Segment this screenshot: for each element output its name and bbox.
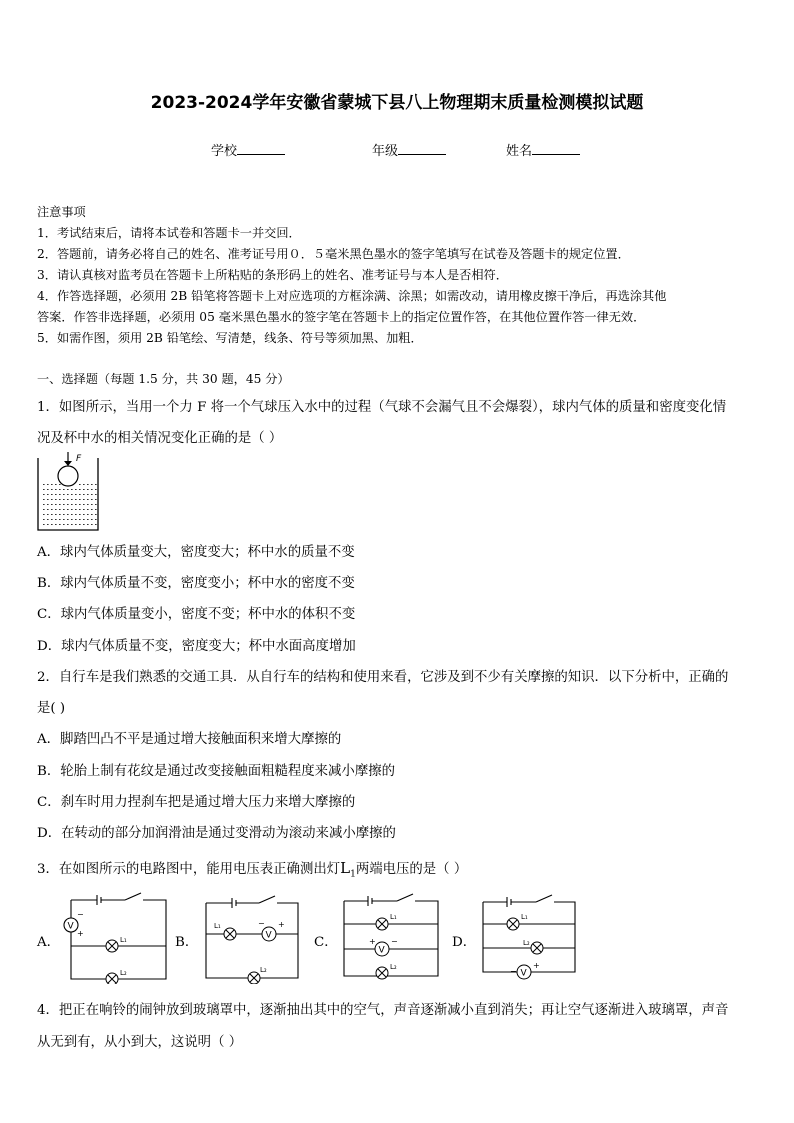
water-dash bbox=[95, 489, 97, 490]
water-dash bbox=[47, 524, 49, 525]
water-dash bbox=[95, 504, 97, 505]
q2-option-b: B．轮胎上制有花纹是通过改变接触面粗糙程度来减小摩擦的 bbox=[37, 764, 395, 779]
water-dash bbox=[51, 489, 53, 490]
water-dash bbox=[83, 524, 85, 525]
circuit-a bbox=[63, 890, 173, 984]
arrow-head bbox=[64, 461, 72, 466]
water-dash bbox=[67, 504, 69, 505]
water-dash bbox=[95, 509, 97, 510]
q3-label-c: C． bbox=[314, 935, 338, 950]
lamp-label: L₂ bbox=[390, 963, 397, 971]
water-dash bbox=[47, 514, 49, 515]
water-dash bbox=[91, 504, 93, 505]
q3-label-d: D． bbox=[452, 935, 477, 950]
lamp-l1 bbox=[106, 936, 127, 952]
water-dash bbox=[63, 509, 65, 510]
water-dash bbox=[71, 489, 73, 490]
water-dash bbox=[43, 489, 45, 490]
q1-stem-line1: 1．如图所示，当用一个力 F 将一个气球压入水中的过程（气球不会漏气且不会爆裂），球内气体的质量和密度变化情 bbox=[37, 400, 727, 415]
lamp-l2 bbox=[523, 939, 543, 954]
lamp-label: L₁ bbox=[521, 913, 528, 921]
water-dash bbox=[51, 499, 53, 500]
water-dash bbox=[59, 509, 61, 510]
water-dash bbox=[71, 524, 73, 525]
water-dash bbox=[91, 524, 93, 525]
water-dash bbox=[79, 514, 81, 515]
school-blank bbox=[237, 143, 285, 155]
circuit-b bbox=[202, 890, 302, 984]
water-dash bbox=[79, 499, 81, 500]
grade-field bbox=[372, 140, 446, 159]
q3-stem-b: 两端电压的是（ ） bbox=[355, 862, 468, 877]
water-dash bbox=[83, 484, 85, 485]
circuit-c bbox=[340, 888, 440, 982]
lamp-l1 bbox=[214, 922, 236, 940]
water-dash bbox=[91, 499, 93, 500]
notice-item: 1．考试结束后，请将本试卷和答题卡一并交回． bbox=[37, 226, 301, 240]
q1-option-a: A．球内气体质量变大，密度变大；杯中水的质量不变 bbox=[37, 545, 355, 560]
notice-item: 5．如需作图，须用 2B 铅笔绘、写清楚，线条、符号等须加黑、加粗． bbox=[37, 331, 423, 345]
water-dash bbox=[75, 519, 77, 520]
water-dash bbox=[83, 519, 85, 520]
water-dash bbox=[75, 499, 77, 500]
voltmeter bbox=[369, 937, 398, 956]
water-dash bbox=[91, 484, 93, 485]
water-dash bbox=[59, 519, 61, 520]
water-dash bbox=[59, 499, 61, 500]
water-dash bbox=[63, 504, 65, 505]
water-dash bbox=[55, 514, 57, 515]
section-heading: 一、选择题（每题 1.5 分，共 30 题，45 分） bbox=[37, 372, 290, 386]
water-dash bbox=[87, 494, 89, 495]
water-dash bbox=[71, 494, 73, 495]
water-dash bbox=[87, 514, 89, 515]
lamp-label: L₁ bbox=[120, 936, 127, 944]
water-dash bbox=[55, 504, 57, 505]
name-label: 姓名 bbox=[506, 144, 533, 159]
notice-item: 3．请认真核对监考员在答题卡上所粘贴的条形码上的姓名、准考证号与本人是否相符． bbox=[37, 268, 508, 282]
notice-item: 答案．作答非选择题，必须用 05 毫米黑色墨水的签字笔在答题卡上的指定位置作答，在其他位置作答一律无效． bbox=[37, 310, 646, 324]
water-dash bbox=[59, 514, 61, 515]
water-dash bbox=[91, 509, 93, 510]
water-dash bbox=[75, 504, 77, 505]
water-dash bbox=[55, 494, 57, 495]
water-dash bbox=[91, 494, 93, 495]
q1-option-c: C．球内气体质量变小，密度不变；杯中水的体积不变 bbox=[37, 607, 356, 622]
water-dash bbox=[75, 514, 77, 515]
water-dash bbox=[51, 514, 53, 515]
water-dash bbox=[59, 524, 61, 525]
water-dash bbox=[47, 504, 49, 505]
circuit-d bbox=[479, 890, 579, 984]
water-dash bbox=[51, 524, 53, 525]
water-dash bbox=[55, 519, 57, 520]
meter-letter: V bbox=[265, 930, 272, 941]
water-dash bbox=[67, 489, 69, 490]
water-dash bbox=[79, 524, 81, 525]
water-dash bbox=[47, 484, 49, 485]
water-dash bbox=[47, 494, 49, 495]
q3-label-a: A． bbox=[37, 935, 61, 950]
lamp-l2 bbox=[106, 969, 127, 984]
lamp-label: L₂ bbox=[120, 969, 127, 977]
water-dash bbox=[75, 489, 77, 490]
voltmeter bbox=[64, 910, 84, 938]
water-dash bbox=[79, 494, 81, 495]
q3-stem bbox=[37, 858, 467, 880]
water-dash bbox=[83, 509, 85, 510]
water-dash bbox=[87, 519, 89, 520]
water-dash bbox=[55, 484, 57, 485]
notice-item: 4．作答选择题，必须用 2B 铅笔将答题卡上对应选项的方框涂满、涂黑；如需改动，请用橡皮擦干净后，再选涂其他 bbox=[37, 289, 667, 303]
water-dash bbox=[71, 509, 73, 510]
water-dash bbox=[83, 499, 85, 500]
water-dash bbox=[67, 509, 69, 510]
q2-option-c: C．刹车时用力捏刹车把是通过增大压力来增大摩擦的 bbox=[37, 795, 356, 810]
q2-stem-line2: 是( ) bbox=[37, 701, 66, 716]
water-dash bbox=[43, 494, 45, 495]
plus-sign: + bbox=[278, 920, 285, 929]
water-dash bbox=[63, 499, 65, 500]
water-dash bbox=[95, 499, 97, 500]
water-dash bbox=[75, 524, 77, 525]
plus-sign: + bbox=[533, 961, 540, 970]
grade-blank bbox=[398, 143, 446, 155]
lamp-l1 bbox=[507, 913, 528, 930]
voltmeter bbox=[510, 961, 540, 979]
lamp-label: L₂ bbox=[523, 939, 530, 947]
water-dash bbox=[95, 494, 97, 495]
water-dash bbox=[83, 494, 85, 495]
water-pattern bbox=[43, 484, 97, 525]
water-dash bbox=[47, 509, 49, 510]
water-dash bbox=[91, 519, 93, 520]
water-dash bbox=[79, 519, 81, 520]
water-dash bbox=[71, 519, 73, 520]
q1-option-d: D．球内气体质量不变，密度变大；杯中水面高度增加 bbox=[37, 639, 356, 654]
water-dash bbox=[95, 484, 97, 485]
voltmeter bbox=[258, 919, 285, 941]
water-dash bbox=[67, 494, 69, 495]
notice-item: 2．答题前，请务必将自己的姓名、准考证号用０．５毫米黑色墨水的签字笔填写在试卷及答题卡的规定位置． bbox=[37, 247, 630, 261]
water-dash bbox=[51, 504, 53, 505]
water-dash bbox=[79, 504, 81, 505]
school-field bbox=[211, 140, 285, 159]
water-dash bbox=[59, 489, 61, 490]
notice-heading: 注意事项 bbox=[37, 205, 86, 219]
lamp-label: L₂ bbox=[260, 966, 267, 974]
water-dash bbox=[63, 524, 65, 525]
water-dash bbox=[59, 484, 61, 485]
water-dash bbox=[63, 489, 65, 490]
lamp-l2 bbox=[376, 963, 397, 979]
water-dash bbox=[87, 489, 89, 490]
water-dash bbox=[67, 514, 69, 515]
water-dash bbox=[67, 499, 69, 500]
water-dash bbox=[51, 509, 53, 510]
water-dash bbox=[91, 514, 93, 515]
water-dash bbox=[43, 499, 45, 500]
lamp-symbol: L bbox=[340, 859, 351, 877]
water-dash bbox=[55, 524, 57, 525]
water-dash bbox=[47, 499, 49, 500]
water-dash bbox=[71, 514, 73, 515]
meter-letter: V bbox=[378, 945, 385, 956]
water-dash bbox=[83, 514, 85, 515]
water-dash bbox=[87, 524, 89, 525]
minus-sign: − bbox=[510, 967, 517, 976]
water-dash bbox=[79, 489, 81, 490]
water-dash bbox=[55, 489, 57, 490]
water-dash bbox=[75, 509, 77, 510]
water-dash bbox=[43, 524, 45, 525]
water-dash bbox=[83, 504, 85, 505]
lamp-l1 bbox=[376, 913, 397, 930]
lamp-label: L₁ bbox=[390, 913, 397, 921]
meter-letter: V bbox=[67, 921, 74, 932]
name-blank bbox=[532, 143, 580, 155]
water-dash bbox=[47, 489, 49, 490]
water-dash bbox=[51, 484, 53, 485]
water-dash bbox=[43, 504, 45, 505]
water-dash bbox=[87, 484, 89, 485]
balloon bbox=[58, 466, 78, 486]
water-dash bbox=[71, 504, 73, 505]
q2-option-d: D．在转动的部分加润滑油是通过变滑动为滚动来减小摩擦的 bbox=[37, 826, 396, 841]
water-dash bbox=[67, 519, 69, 520]
plus-sign: + bbox=[77, 929, 84, 938]
water-dash bbox=[63, 494, 65, 495]
water-dash bbox=[87, 509, 89, 510]
water-dash bbox=[43, 509, 45, 510]
water-dash bbox=[63, 519, 65, 520]
water-dash bbox=[79, 509, 81, 510]
minus-sign: − bbox=[77, 910, 84, 919]
q1-option-b: B．球内气体质量不变，密度变小；杯中水的密度不变 bbox=[37, 576, 355, 591]
q4-stem-line2: 从无到有，从小到大，这说明（ ） bbox=[37, 1035, 243, 1050]
water-dash bbox=[59, 504, 61, 505]
water-dash bbox=[95, 519, 97, 520]
lamp-label: L₁ bbox=[214, 922, 221, 930]
meter-letter: V bbox=[520, 968, 527, 979]
water-dash bbox=[75, 494, 77, 495]
water-dash bbox=[67, 524, 69, 525]
water-dash bbox=[79, 484, 81, 485]
force-label: F bbox=[76, 454, 82, 464]
q3-label-b: B． bbox=[175, 935, 199, 950]
lamp-subscript: 1 bbox=[350, 869, 356, 880]
water-dash bbox=[87, 499, 89, 500]
name-field bbox=[506, 140, 580, 159]
water-dash bbox=[47, 519, 49, 520]
water-dash bbox=[55, 509, 57, 510]
q4-stem-line1: 4．把正在响铃的闹钟放到玻璃罩中，逐渐抽出其中的空气，声音逐渐减小直到消失；再让空气逐渐进入玻璃罩，声音 bbox=[37, 1003, 729, 1018]
q2-stem-line1: 2．自行车是我们熟悉的交通工具．从自行车的结构和使用来看，它涉及到不少有关摩擦的知识．以下分析中，正确的 bbox=[37, 670, 729, 685]
school-label: 学校 bbox=[211, 144, 238, 159]
water-dash bbox=[95, 514, 97, 515]
water-dash bbox=[43, 514, 45, 515]
water-dash bbox=[87, 504, 89, 505]
lamp-l2 bbox=[248, 966, 267, 984]
q1-stem-line2: 况及杯中水的相关情况变化正确的是（ ） bbox=[37, 431, 283, 446]
minus-sign: − bbox=[391, 937, 398, 946]
minus-sign: − bbox=[258, 919, 265, 928]
water-dash bbox=[91, 489, 93, 490]
water-dash bbox=[83, 489, 85, 490]
water-dash bbox=[63, 514, 65, 515]
water-dash bbox=[95, 524, 97, 525]
water-dash bbox=[51, 519, 53, 520]
water-dash bbox=[43, 519, 45, 520]
water-dash bbox=[55, 499, 57, 500]
q3-stem-a: 3．在如图所示的电路图中，能用电压表正确测出灯 bbox=[37, 862, 341, 877]
plus-sign: + bbox=[369, 937, 376, 946]
q2-option-a: A．脚踏凹凸不平是通过增大接触面积来增大摩擦的 bbox=[37, 732, 342, 747]
water-dash bbox=[71, 499, 73, 500]
page-title: 2023-2024学年安徽省蒙城下县八上物理期末质量检测模拟试题 bbox=[150, 93, 644, 113]
q1-figure bbox=[35, 452, 105, 534]
water-dash bbox=[51, 494, 53, 495]
water-dash bbox=[43, 484, 45, 485]
water-dash bbox=[59, 494, 61, 495]
grade-label: 年级 bbox=[372, 144, 399, 159]
